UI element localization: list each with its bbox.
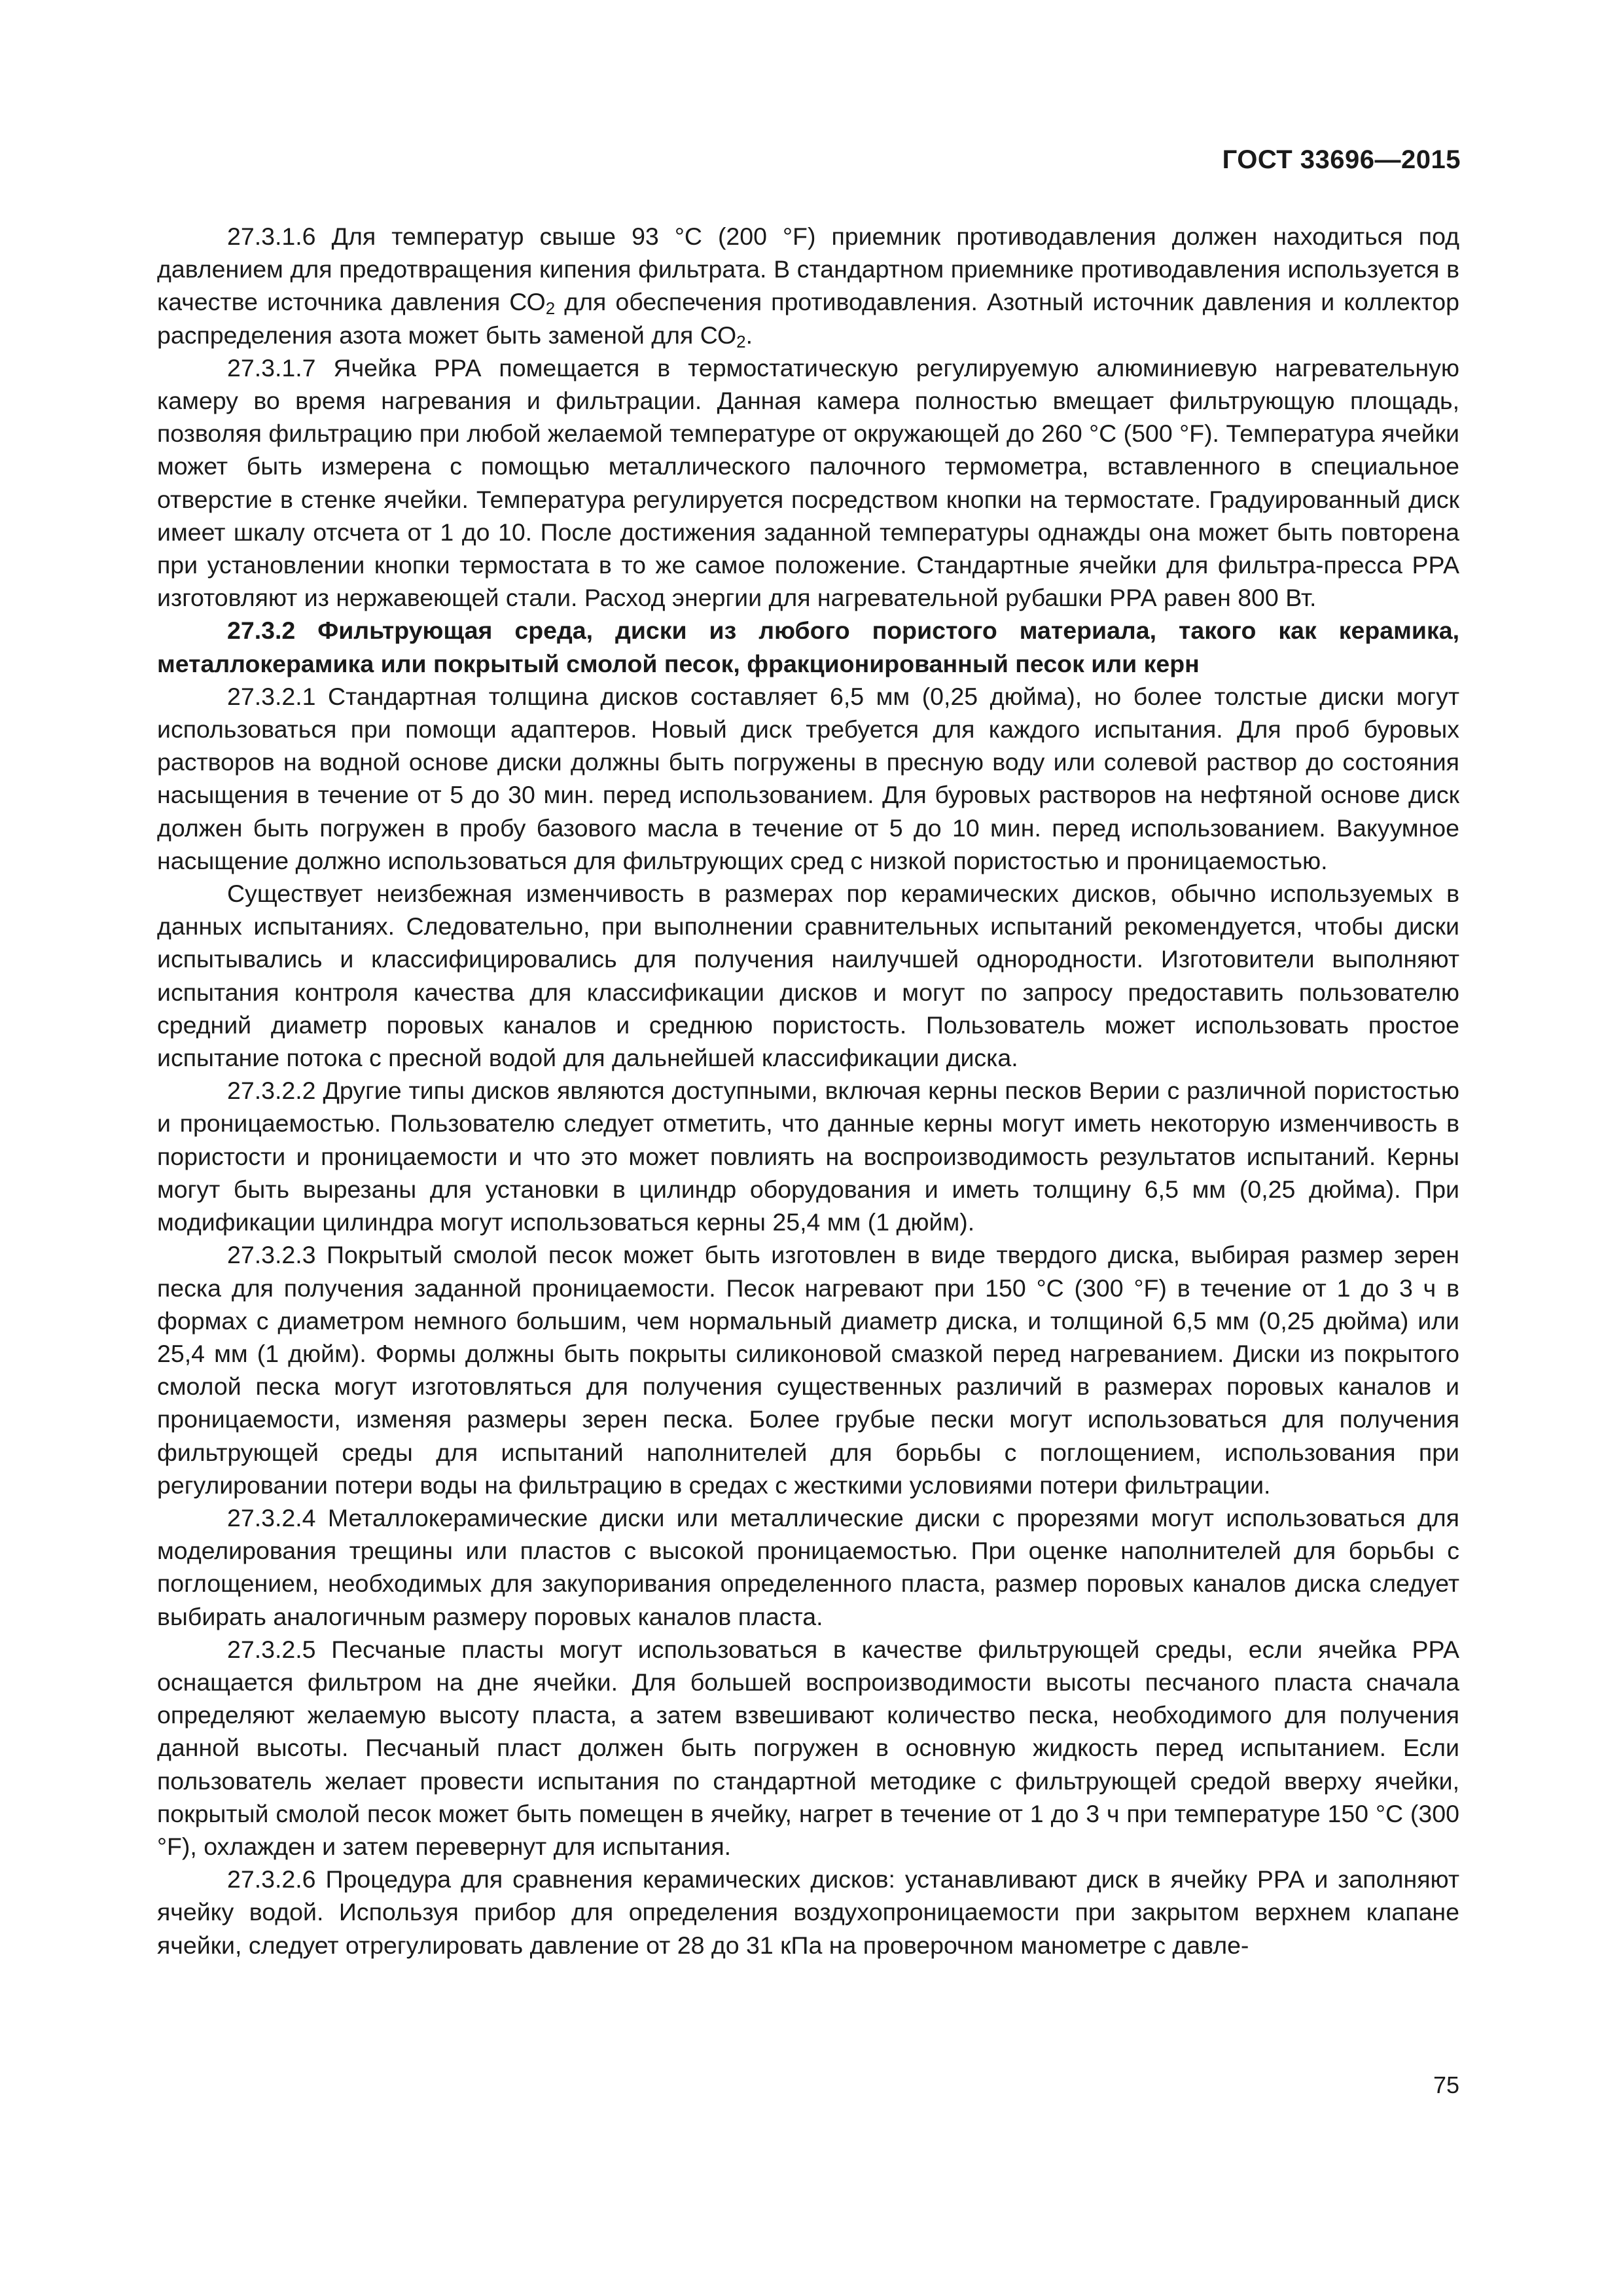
paragraph-27-3-2-3: 27.3.2.3 Покрытый смолой песок может быть изготовлен в виде твердого диска, выбирая размер зерен песка для получения заданной проницаемости. Песок нагревают при 150 °С (300 °F) в течение от 1 до 3 ч в формах с диаметром немного большим, чем нормальный диаметр диска, и толщиной 6,5 мм (0,25 дюйма) или 25,4 мм (1 дюйм). Формы должны быть покрыты силиконовой смазкой перед нагреванием. Диски из покрытого смолой песка могут изготовляться для получения существенных различий в размерах поровых каналов и проницаемости, изменяя размеры зерен песка. Более грубые пески могут использоваться для получения фильтрующей среды для испытаний наполнителей для борьбы с поглощением, использования при регулировании потери воды на фильтрацию в средах с жесткими условиями потери фильтрации. bbox=[157, 1241, 1459, 1499]
paragraph-text: 27.3.1.6 Для температур свыше 93 °С (200 °F) приемник противодавления должен находиться под давлением для предотвращения кипения фильтрата. В стандартном приемнике противодавления используется в качестве источника давления СО bbox=[157, 223, 1459, 316]
paragraph-27-3-2-1: 27.3.2.1 Стандартная толщина дисков составляет 6,5 мм (0,25 дюйма), но более толстые диски могут использоваться при помощи адаптеров. Новый диск требуется для каждого испытания. Для проб буровых растворов на водной основе диски должны быть погружены в пресную воду или солевой раствор до состояния насыщения в течение от 5 до 30 мин. перед использованием. Для буровых растворов на нефтяной основе диск должен быть погружен в пробу базового масла в течение от 5 до 10 мин. перед использованием. Вакуумное насыщение должно использоваться для фильтрующих сред с низкой пористостью и проницаемостью. bbox=[157, 682, 1459, 874]
paragraph-27-3-2-6: 27.3.2.6 Процедура для сравнения керамических дисков: устанавливают диск в ячейку РРА и заполняют ячейку водой. Используя прибор для определения воздухопроницаемости при закрытом верхнем клапане ячейки, следует отрегулировать давление от 28 до 31 кПа на проверочном манометре с давле- bbox=[157, 1865, 1459, 1959]
paragraph-text: для обеспечения противодавления. Азотный источник давления и коллектор распределения азота может быть заменой для СО bbox=[157, 288, 1459, 349]
section-heading-27-3-2: 27.3.2 Фильтрующая среда, диски из любого пористого материала, такого как керамика, металлокерамика или покрытый смолой песок, фракционированный песок или керн bbox=[157, 617, 1459, 677]
subscript: 2 bbox=[736, 331, 746, 351]
paragraph-27-3-1-6 bbox=[157, 220, 1459, 351]
paragraph-27-3-2-4: 27.3.2.4 Металлокерамические диски или металлические диски с прорезями могут использоваться для моделирования трещины или пластов с высокой проницаемостью. При оценке наполнителей для борьбы с поглощением, необходимых для закупоривания определенного пласта, размер поровых каналов диска следует выбирать аналогичным размеру поровых каналов пласта. bbox=[157, 1503, 1459, 1630]
paragraph-pore-variability: Существует неизбежная изменчивость в размерах пор керамических дисков, обычно используемых в данных испытаниях. Следовательно, при выполнении сравнительных испытаний рекомендуется, чтобы диски испытывались и классифицировались для получения наилучшей однородности. Изготовители выполняют испытания контроля качества для классификации дисков и могут по запросу предоставить пользователю средний диаметр поровых каналов и среднюю пористость. Пользователь может использовать простое испытание потока с пресной водой для дальнейшей классификации диска. bbox=[157, 880, 1459, 1072]
paragraph-27-3-2-2: 27.3.2.2 Другие типы дисков являются доступными, включая керны песков Верии с различной пористостью и проницаемостью. Пользователю следует отметить, что данные керны могут иметь некоторую изменчивость в пористости и проницаемости и что это может повлиять на воспроизводимость результатов испытаний. Керны могут быть вырезаны для установки в цилиндр оборудования и иметь толщину 6,5 мм (0,25 дюйма). При модификации цилиндра могут использоваться керны 25,4 мм (1 дюйм). bbox=[157, 1077, 1459, 1236]
paragraph-text: . bbox=[745, 321, 753, 349]
paragraph-27-3-1-7: 27.3.1.7 Ячейка РРА помещается в термостатическую регулируемую алюминиевую нагревательную камеру во время нагревания и фильтрации. Данная камера полностью вмещает фильтрующую площадь, позволяя фильтрацию при любой желаемой температуре от окружающей до 260 °С (500 °F). Температура ячейки может быть измерена с помощью металлического палочного термометра, вставленного в специальное отверстие в стенке ячейки. Температура регулируется посредством кнопки на термостате. Градуированный диск имеет шкалу отсчета от 1 до 10. После достижения заданной температуры однажды она может быть повторена при установлении кнопки термостата в то же самое положение. Стандартные ячейки для фильтра-пресса РРА изготовляют из нержавеющей стали. Расход энергии для нагревательной рубашки РРА равен 800 Вт. bbox=[157, 353, 1459, 612]
document-body bbox=[157, 220, 1459, 1962]
paragraph-27-3-2-5: 27.3.2.5 Песчаные пласты могут использоваться в качестве фильтрующей среды, если ячейка РРА оснащается фильтром на дне ячейки. Для большей воспроизводимости высоты песчаного пласта сначала определяют желаемую высоту пласта, а затем взвешивают количество песка, необходимого для получения данной высоты. Песчаный пласт должен быть погружен в основную жидкость перед испытанием. Если пользователь желает провести испытания по стандартной методике с фильтрующей средой вверху ячейки, покрытый смолой песок может быть помещен в ячейку, нагрет в течение от 1 до 3 ч при температуре 150 °С (300 °F), охлажден и затем перевернут для испытания. bbox=[157, 1635, 1459, 1860]
page-number: 75 bbox=[1433, 2072, 1459, 2098]
subscript: 2 bbox=[545, 298, 556, 319]
document-code-header: ГОСТ 33696—2015 bbox=[1222, 145, 1461, 174]
